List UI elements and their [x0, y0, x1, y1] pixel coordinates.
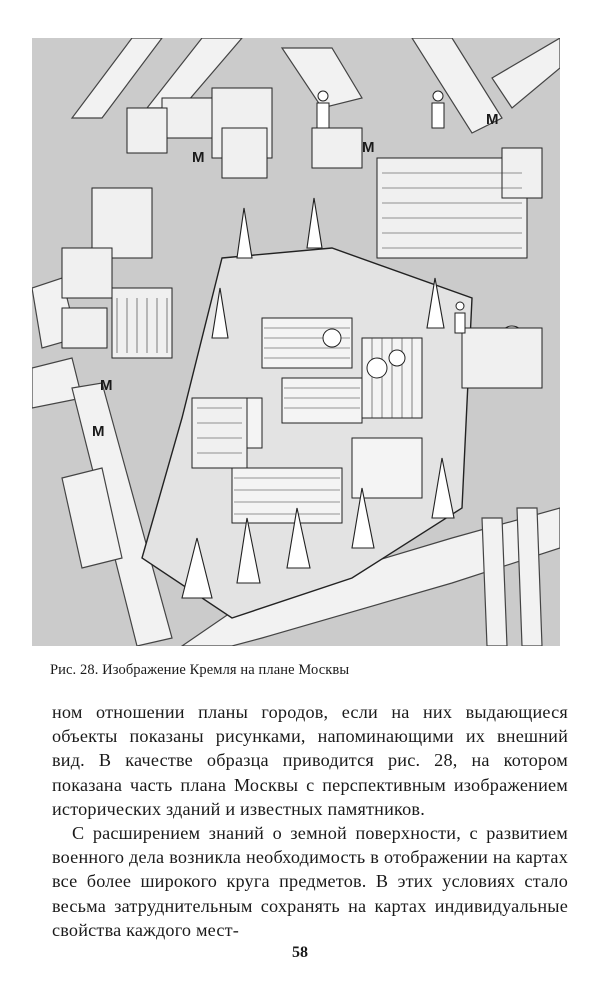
figure-caption: Рис. 28. Изображение Кремля на плане Москвы	[50, 662, 350, 678]
paragraph: С расширением знаний о земной поверхности, с развитием военного дела возникла необходимость в отображении на картах все более широкого круга предметов. В этих условиях стало весьма затруднительным сохранять на картах индивидуальные свойства каждого мест-	[52, 823, 568, 940]
metro-marker: М	[486, 111, 499, 128]
metro-marker: М	[362, 139, 375, 156]
metro-marker: М	[92, 423, 105, 440]
kremlin-map-illustration	[32, 38, 560, 646]
paragraph: ном отношении планы городов, если на них выдающиеся объекты показаны рисунками, напоминающими их внешний вид. В качестве образца приводится рис. 28, на котором показана часть плана Москвы с перспективным изображением исторических зданий и известных памятников.	[52, 702, 568, 819]
metro-marker: М	[100, 377, 113, 394]
body-text	[52, 700, 568, 942]
metro-marker: М	[192, 149, 205, 166]
page-number: 58	[292, 944, 308, 961]
